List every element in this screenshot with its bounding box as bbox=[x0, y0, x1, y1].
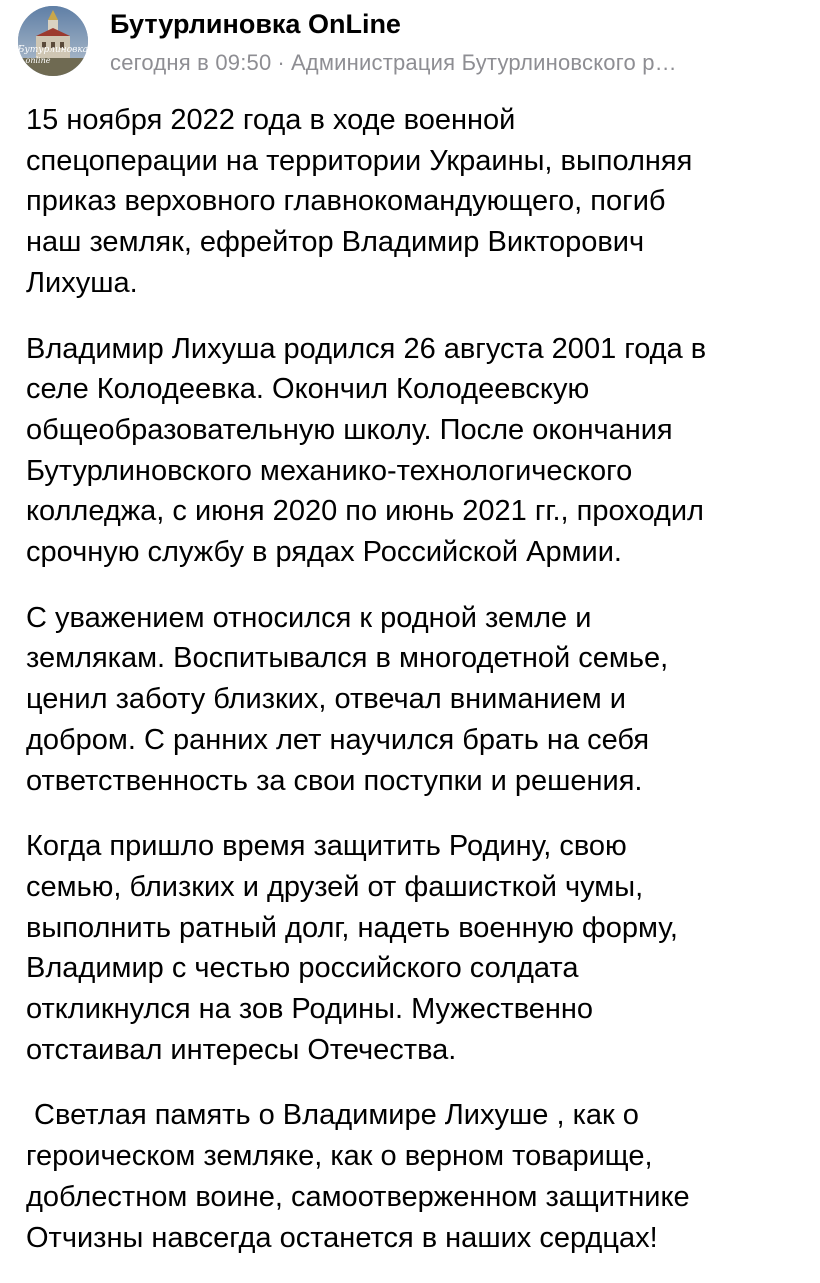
post-time[interactable]: сегодня в 09:50 bbox=[110, 50, 272, 75]
text-line: Лихуша. bbox=[26, 266, 138, 299]
text-line: доблестном воине, самоотверженном защитнике bbox=[26, 1180, 690, 1213]
post-source[interactable]: Администрация Бутурлиновского р… bbox=[290, 50, 677, 75]
text-line: Владимир с честью российского солдата bbox=[26, 952, 579, 985]
text-line: селе Колодеевка. Окончил Колодеевскую bbox=[26, 373, 590, 406]
text-line: спецоперации на территории Украины, выполняя bbox=[26, 144, 693, 177]
text-line: Когда пришло время защитить Родину, свою bbox=[26, 830, 627, 863]
paragraph bbox=[26, 100, 811, 304]
text-line: выполнить ратный долг, надеть военную форму, bbox=[26, 911, 678, 944]
text-line: колледжа, с июня 2020 по июнь 2021 гг., проходил bbox=[26, 495, 704, 528]
text-line: 15 ноября 2022 года в ходе военной bbox=[26, 104, 516, 136]
meta-separator: · bbox=[277, 50, 285, 75]
text-line: срочную службу в рядах Российской Армии. bbox=[26, 536, 622, 569]
paragraph bbox=[26, 1095, 811, 1258]
text-line: Бутурлиновского механико-технологического bbox=[26, 454, 633, 487]
avatar-image bbox=[18, 6, 88, 76]
text-line: добром. С ранних лет научился брать на себя bbox=[26, 723, 650, 756]
avatar-text-line1: Бутурлиновка bbox=[18, 45, 88, 55]
text-line: ценил заботу близких, отвечал вниманием и bbox=[26, 683, 626, 716]
avatar[interactable] bbox=[18, 6, 88, 76]
text-line: отстаивал интересы Отечества. bbox=[26, 1033, 457, 1066]
text-line: ответственность за свои поступки и решения. bbox=[26, 764, 643, 797]
text-line: наш земляк, ефрейтор Владимир Викторович bbox=[26, 226, 645, 259]
post-body bbox=[26, 100, 811, 1283]
paragraph bbox=[26, 598, 811, 802]
paragraph bbox=[26, 329, 811, 573]
text-line: С уважением относился к родной земле и bbox=[26, 601, 592, 634]
post-meta bbox=[110, 50, 800, 76]
text-line: землякам. Воспитывался в многодетной семье, bbox=[26, 642, 669, 675]
post-header bbox=[0, 0, 820, 96]
text-line: общеобразовательную школу. После окончания bbox=[26, 413, 673, 446]
text-line: приказ верховного главнокомандующего, погиб bbox=[26, 185, 666, 218]
text-line: героическом земляке, как о верном товарище, bbox=[26, 1140, 653, 1173]
paragraph bbox=[26, 826, 811, 1070]
text-line: Светлая память о Владимире Лихуше , как о bbox=[26, 1099, 639, 1132]
author-name[interactable]: Бутурлиновка OnLine bbox=[110, 9, 401, 39]
text-line: Отчизны навсегда останется в наших сердцах! bbox=[26, 1221, 658, 1254]
text-line: семью, близких и друзей от фашисткой чумы, bbox=[26, 870, 644, 903]
text-line: откликнулся на зов Родины. Мужественно bbox=[26, 993, 594, 1026]
text-line: Владимир Лихуша родился 26 августа 2001 года в bbox=[26, 332, 707, 365]
avatar-text-line2: online bbox=[25, 56, 51, 65]
